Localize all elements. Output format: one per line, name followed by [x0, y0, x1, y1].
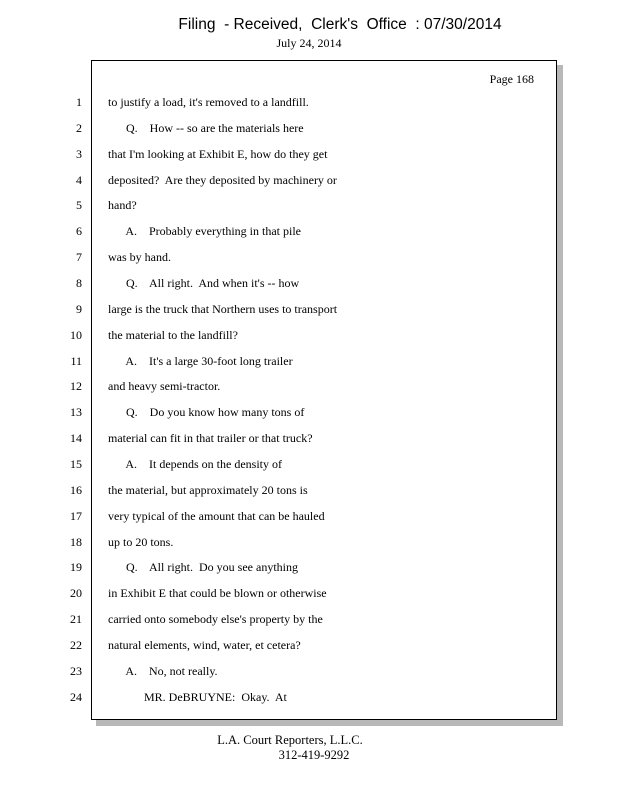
line-number: 8: [76, 276, 82, 290]
line-text: the material, but approximately 20 tons is: [108, 482, 308, 497]
line-number: 22: [70, 637, 82, 652]
line-number: 15: [70, 456, 82, 471]
filing-stamp-header: Filing - Received, Clerk's Office : 07/30/2014: [178, 16, 502, 33]
line-number: 7: [76, 250, 82, 265]
line-number: 17: [70, 508, 82, 523]
line-text: and heavy semi-tractor.: [108, 379, 221, 394]
line-text: very typical of the amount that can be hauled: [108, 508, 325, 523]
line-number: 2: [76, 120, 82, 135]
line-number: 21: [70, 612, 82, 626]
line-text: was by hand.: [108, 250, 171, 265]
line-number: 16: [70, 482, 82, 497]
line-text: large is the truck that Northern uses to transport: [108, 301, 338, 316]
line-number: 18: [70, 534, 82, 549]
line-text: up to 20 tons.: [108, 534, 174, 549]
line-text: the material to the landfill?: [108, 327, 238, 342]
line-number: 9: [76, 301, 82, 316]
line-text: natural elements, wind, water, et cetera?: [108, 637, 301, 652]
line-text: Q. All right. And when it's -- how: [108, 276, 300, 290]
line-number: 13: [70, 405, 82, 420]
line-number: 14: [70, 431, 82, 446]
line-number: 1: [76, 95, 82, 109]
line-text: carried onto somebody else's property by the: [108, 612, 323, 626]
line-text: to justify a load, it's removed to a landfill.: [108, 95, 309, 109]
line-number: 23: [70, 663, 82, 678]
court-reporter-phone: 312-419-9292: [278, 748, 350, 762]
line-number: 6: [76, 224, 82, 239]
page-number: Page 168: [489, 72, 534, 86]
line-number: 11: [70, 353, 82, 368]
line-text: Q. Do you know how many tons of: [108, 405, 305, 420]
line-number: 19: [70, 560, 82, 575]
line-number: 24: [70, 689, 82, 704]
line-text: A. No, not really.: [108, 663, 218, 678]
line-text: deposited? Are they deposited by machinery or: [108, 172, 337, 187]
line-text: in Exhibit E that could be blown or otherwise: [108, 586, 327, 601]
line-text: Q. How -- so are the materials here: [108, 120, 304, 135]
line-text: A. It's a large 30-foot long trailer: [108, 353, 293, 368]
line-number: 3: [76, 146, 82, 161]
transcript-date: July 24, 2014: [276, 36, 342, 50]
line-number: 4: [76, 172, 82, 187]
line-text: A. It depends on the density of: [108, 456, 282, 471]
line-number: 20: [70, 586, 82, 601]
line-text: hand?: [108, 198, 137, 213]
line-number: 12: [70, 379, 82, 394]
line-text: MR. DeBRUYNE: Okay. At: [108, 689, 287, 704]
line-text: A. Probably everything in that pile: [108, 224, 301, 239]
line-number: 5: [76, 198, 82, 213]
line-text: Q. All right. Do you see anything: [108, 560, 298, 575]
line-text: that I'm looking at Exhibit E, how do they get: [108, 146, 328, 161]
line-number: 10: [70, 327, 82, 342]
line-text: material can fit in that trailer or that truck?: [108, 431, 313, 446]
court-reporter-name: L.A. Court Reporters, L.L.C.: [217, 733, 363, 747]
